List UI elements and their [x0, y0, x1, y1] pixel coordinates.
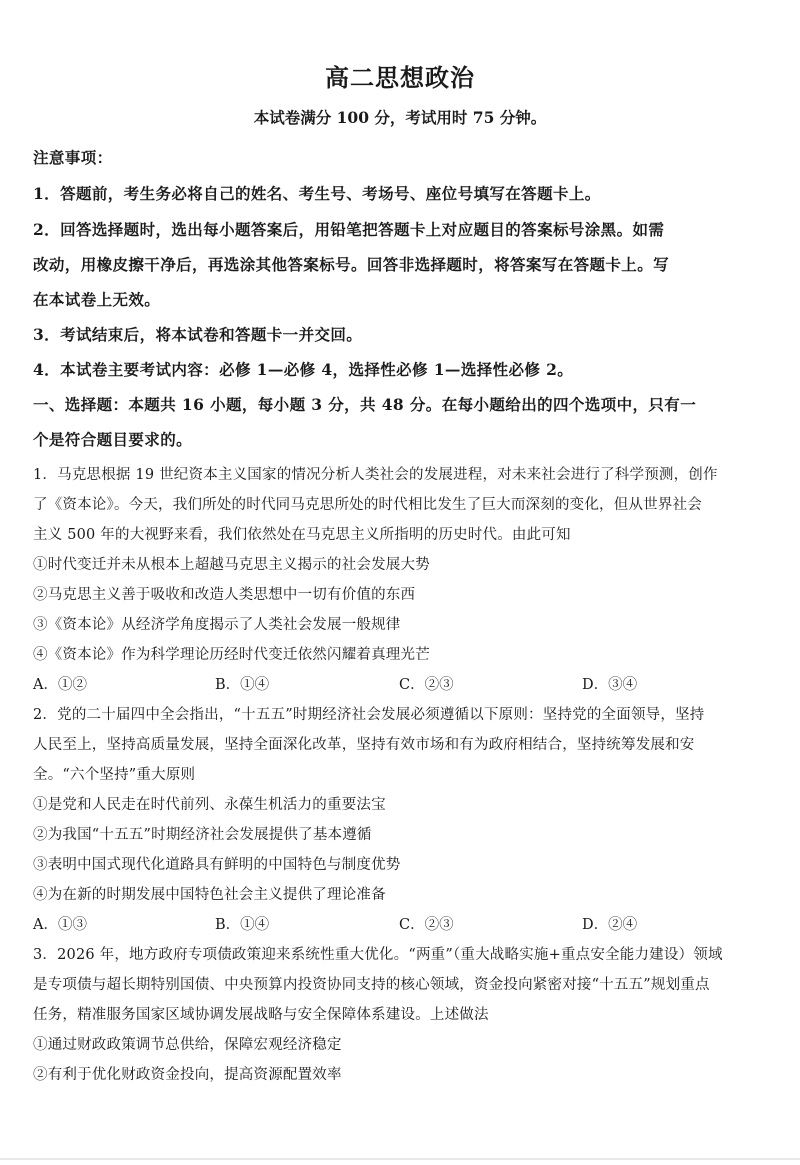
notice-line: 改动，用橡皮擦干净后，再选涂其他答案标号。回答非选择题时，将答案写在答题卡上。写	[33, 255, 670, 274]
option-a: A．①③	[33, 917, 87, 933]
page-title: 高二思想政治	[325, 63, 475, 92]
question-stem: 2．党的二十届四中全会指出，“十五五”时期经济社会发展必须遵循以下原则：坚持党的全面领导，坚持	[33, 707, 705, 723]
question-item: ②有利于优化财政资金投向，提高资源配置效率	[33, 1067, 342, 1083]
question-item: ③表明中国式现代化道路具有鲜明的中国特色与制度优势	[33, 857, 401, 873]
question-item: ①时代变迁并未从根本上超越马克思主义揭示的社会发展大势	[33, 557, 430, 573]
question-item: ④《资本论》作为科学理论历经时代变迁依然闪耀着真理光芒	[33, 647, 430, 663]
question-stem: 主义 500 年的大视野来看，我们依然处在马克思主义所指明的历史时代。由此可知	[33, 527, 571, 543]
notice-line: 3．考试结束后，将本试卷和答题卡一并交回。	[33, 325, 363, 344]
option-d: D．③④	[582, 677, 638, 693]
section-heading: 个是符合题目要求的。	[33, 430, 193, 449]
question-stem: 了《资本论》。今天，我们所处的时代同马克思所处的时代相比发生了巨大而深刻的变化，但从世界社会	[33, 497, 702, 513]
question-stem: 全。“六个坚持”重大原则	[33, 767, 196, 783]
notice-heading: 注意事项：	[33, 148, 113, 167]
option-c: C．②③	[399, 917, 454, 933]
option-b: B．①④	[215, 917, 270, 933]
exam-info: 本试卷满分 100 分，考试用时 75 分钟。	[253, 108, 547, 127]
option-b: B．①④	[215, 677, 270, 693]
question-stem: 3．2026 年，地方政府专项债政策迎来系统性重大优化。“两重”（重大战略实施+重点安全能力建设）领域	[33, 947, 723, 963]
section-heading: 一、选择题：本题共 16 小题，每小题 3 分，共 48 分。在每小题给出的四个选项中，只有一	[33, 395, 697, 414]
option-a: A．①②	[33, 677, 87, 693]
question-stem: 1．马克思根据 19 世纪资本主义国家的情况分析人类社会的发展进程，对未来社会进行了科学预测，创作	[33, 467, 718, 483]
question-item: ②马克思主义善于吸收和改造人类思想中一切有价值的东西	[33, 587, 416, 603]
question-item: ①是党和人民走在时代前列、永葆生机活力的重要法宝	[33, 797, 386, 813]
notice-line: 在本试卷上无效。	[33, 290, 161, 309]
question-stem: 人民至上，坚持高质量发展，坚持全面深化改革，坚持有效市场和有为政府相结合，坚持统筹发展和安	[33, 737, 695, 753]
option-d: D．②④	[582, 917, 638, 933]
question-stem: 是专项债与超长期特别国债、中央预算内投资协同支持的核心领域，资金投向紧密对接“十五五”规划重点	[33, 977, 710, 993]
question-item: ④为在新的时期发展中国特色社会主义提供了理论准备	[33, 887, 386, 903]
question-item: ②为我国“十五五”时期经济社会发展提供了基本遵循	[33, 827, 372, 843]
notice-line: 4．本试卷主要考试内容：必修 1—必修 4，选择性必修 1—选择性必修 2。	[33, 360, 574, 379]
question-item: ①通过财政政策调节总供给，保障宏观经济稳定	[33, 1037, 342, 1053]
question-item: ③《资本论》从经济学角度揭示了人类社会发展一般规律	[33, 617, 401, 633]
question-stem: 任务，精准服务国家区域协调发展战略与安全保障体系建设。上述做法	[33, 1007, 489, 1023]
notice-line: 1．答题前，考生务必将自己的姓名、考生号、考场号、座位号填写在答题卡上。	[33, 184, 601, 203]
option-c: C．②③	[399, 677, 454, 693]
page-bottom-edge	[0, 1158, 800, 1160]
notice-line: 2．回答选择题时，选出每小题答案后，用铅笔把答题卡上对应题目的答案标号涂黑。如需	[33, 220, 665, 239]
